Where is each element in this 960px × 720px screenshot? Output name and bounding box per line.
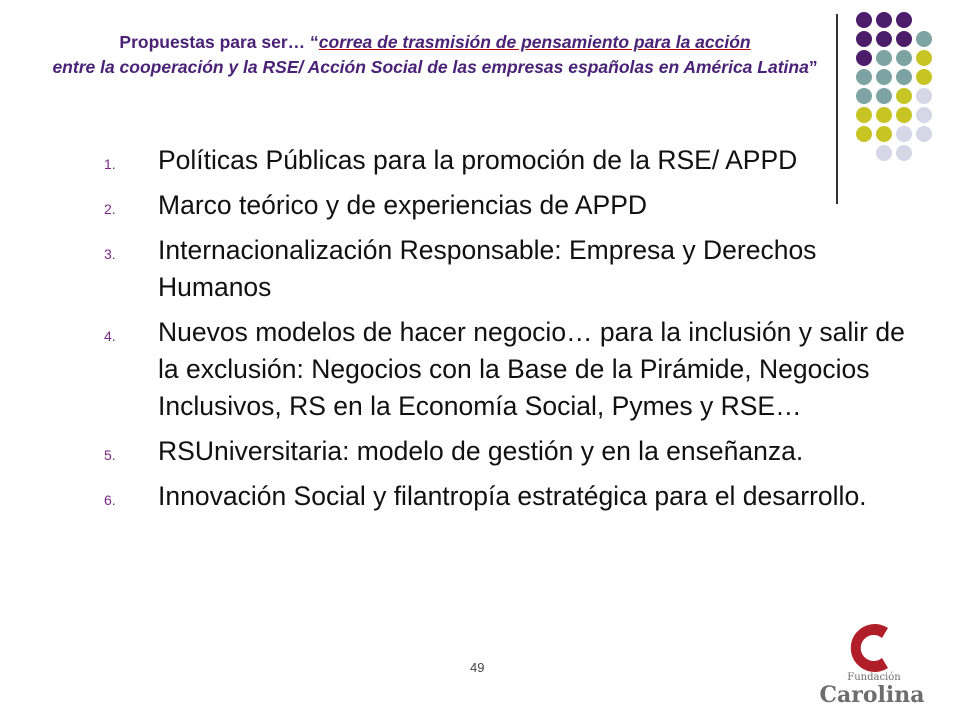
decor-dot	[896, 69, 912, 85]
page-number: 49	[470, 660, 485, 675]
list-item	[100, 433, 920, 470]
list-item-number: 3.	[104, 246, 116, 262]
decor-dot	[876, 12, 892, 28]
list-item-number: 1.	[104, 156, 116, 172]
decor-dot	[856, 50, 872, 66]
decor-dot	[916, 107, 932, 123]
list-item-text: Marco teórico y de experiencias de APPD	[158, 190, 648, 220]
decor-dot	[916, 69, 932, 85]
decor-dot	[856, 126, 872, 142]
list-item	[100, 232, 920, 306]
decor-dot	[916, 50, 932, 66]
decor-dot	[856, 88, 872, 104]
logo-text-carolina: Carolina	[819, 682, 925, 708]
list-item	[100, 478, 920, 515]
decor-dot	[896, 31, 912, 47]
fundacion-carolina-logo	[812, 620, 932, 710]
decor-dot	[916, 88, 932, 104]
slide-title	[40, 30, 830, 80]
decor-dot	[876, 107, 892, 123]
decor-dot	[856, 107, 872, 123]
list-item	[100, 142, 920, 179]
list-item	[100, 187, 920, 224]
title-prefix: Propuestas para ser… “	[119, 32, 319, 52]
logo-text-fundacion: Fundación	[847, 672, 901, 683]
c-mark-icon	[812, 620, 932, 676]
title-continuation: entre la cooperación y la RSE/ Acción Social de las empresas españolas en América Latina	[52, 57, 809, 77]
list-item-text: Internacionalización Responsable: Empresa y Derechos Humanos	[158, 235, 817, 302]
decor-dot	[876, 69, 892, 85]
decor-dot	[856, 69, 872, 85]
decor-dot	[916, 126, 932, 142]
decor-dot	[876, 50, 892, 66]
list-item-number: 5.	[104, 447, 116, 463]
proposals-list	[100, 142, 920, 523]
list-item-text: Políticas Públicas para la promoción de la RSE/ APPD	[158, 145, 798, 175]
list-item	[100, 314, 920, 425]
title-close-quote: ”	[808, 57, 818, 77]
decor-dot	[896, 107, 912, 123]
decor-dot	[856, 31, 872, 47]
decor-dot	[876, 126, 892, 142]
list-item-number: 6.	[104, 492, 116, 508]
decor-dot	[916, 31, 932, 47]
list-item-text: Innovación Social y filantropía estratégica para el desarrollo.	[158, 481, 867, 511]
decor-dot	[896, 88, 912, 104]
decor-dot	[896, 50, 912, 66]
title-highlight: correa de trasmisión de pensamiento para la acción	[318, 32, 751, 52]
list-item-number: 4.	[104, 328, 116, 344]
decor-dot	[876, 31, 892, 47]
decor-dot	[896, 12, 912, 28]
decor-dot	[876, 88, 892, 104]
list-item-number: 2.	[104, 201, 116, 217]
decor-dot	[896, 126, 912, 142]
list-item-text: RSUniversitaria: modelo de gestión y en la enseñanza.	[158, 436, 804, 466]
list-item-text: Nuevos modelos de hacer negocio… para la inclusión y salir de la exclusión: Negocios con la Base de la Pirámide, Negocios Inclusivos, RS en la Economía Social, Pymes y RSE…	[158, 317, 905, 421]
decor-dot	[856, 12, 872, 28]
decorative-dot-grid	[0, 0, 960, 160]
